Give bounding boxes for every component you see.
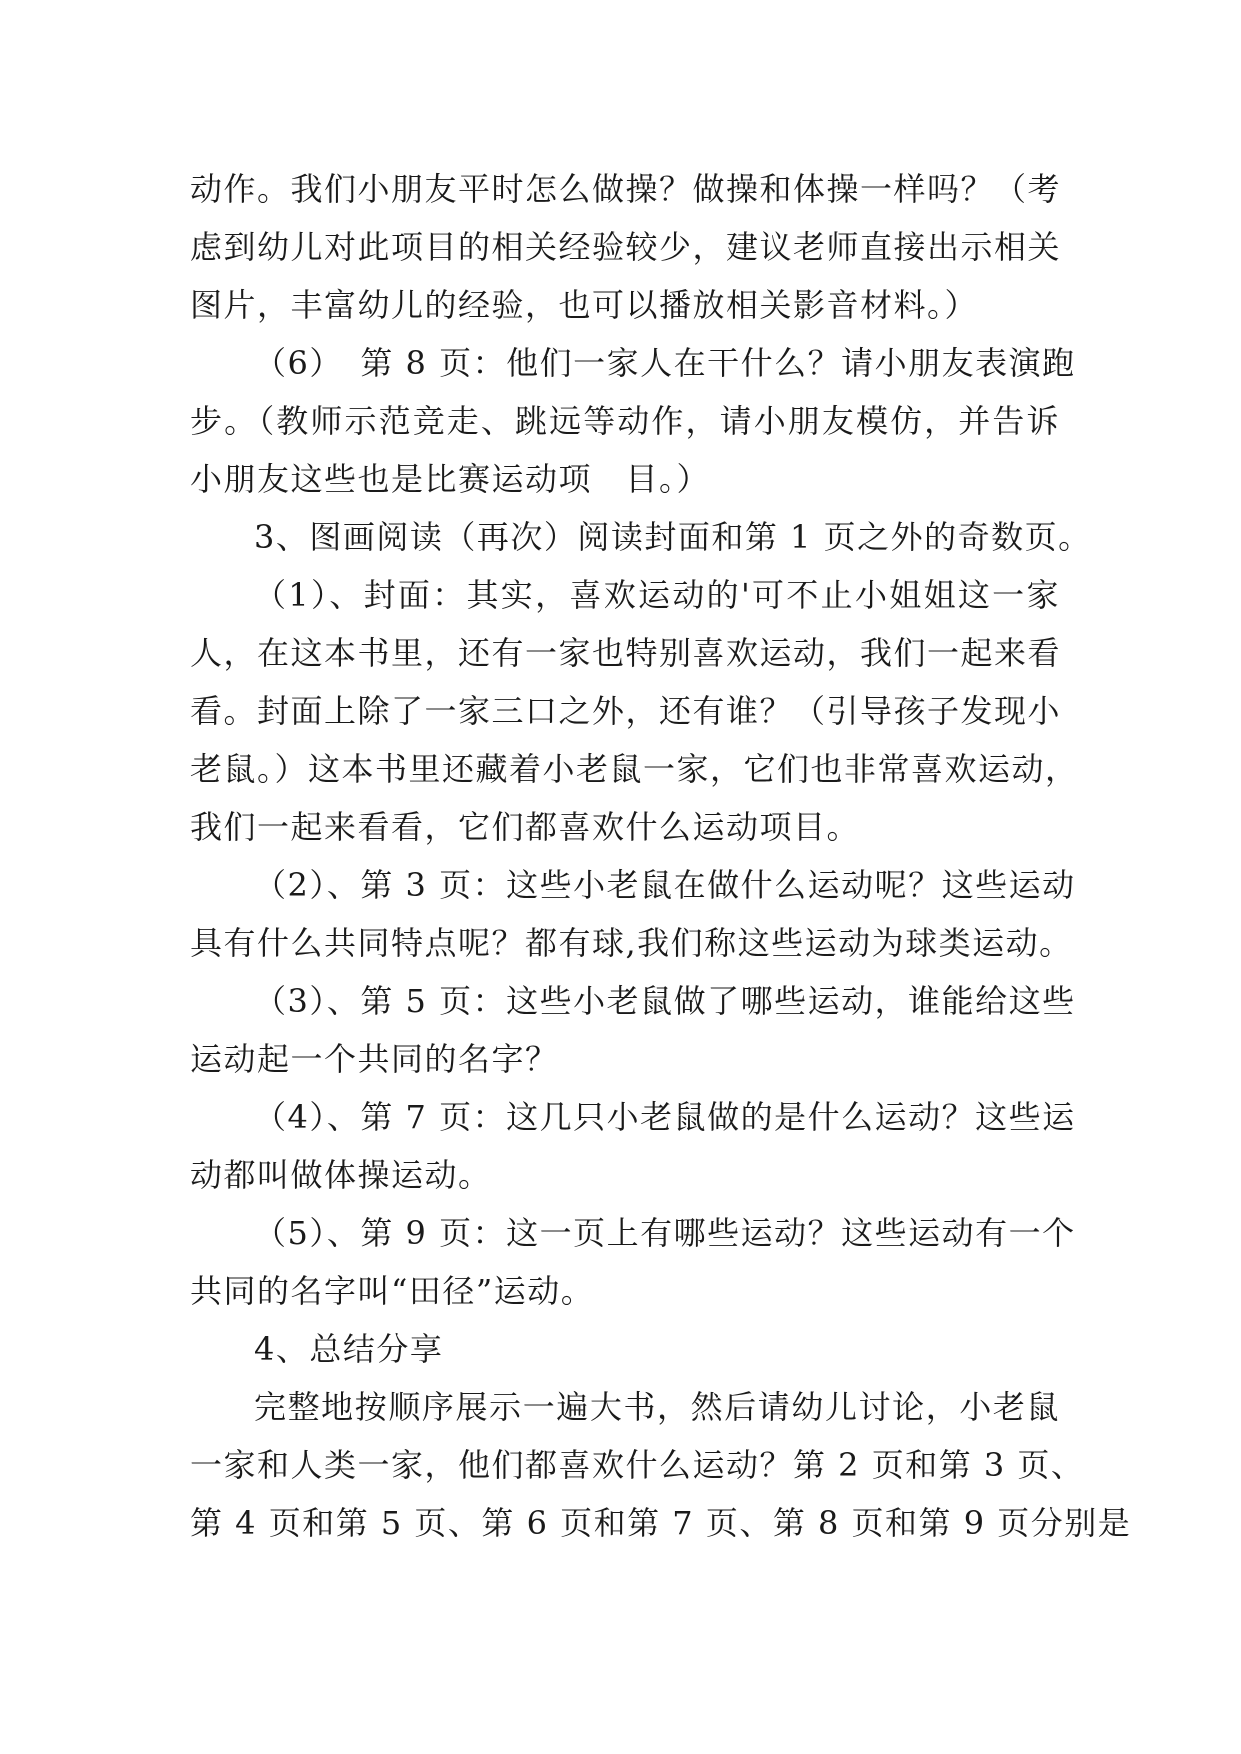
text-line: 步。（教师示范竞走、跳远等动作，请小朋友模仿，并告诉 xyxy=(190,402,1060,440)
text-line: 看。封面上除了一家三口之外，还有谁？（引导孩子发现小 xyxy=(190,692,1062,730)
body-text xyxy=(190,160,1132,1552)
text-line: （1）、封面：其实，喜欢运动的'可不止小姐姐这一家 xyxy=(254,576,1060,614)
text-line: 动作。我们小朋友平时怎么做操？做操和体操一样吗？（考 xyxy=(190,170,1062,208)
text-line: 虑到幼儿对此项目的相关经验较少，建议老师直接出示相关 xyxy=(190,228,1062,266)
text-line: 共同的名字叫“田径”运动。 xyxy=(190,1272,595,1310)
text-line: 3、图画阅读（再次）阅读封面和第 1 页之外的奇数页。 xyxy=(254,518,1092,556)
text-line: （3）、第 5 页：这些小老鼠做了哪些运动，谁能给这些 xyxy=(254,982,1076,1020)
text-line: 我们一起来看看，它们都喜欢什么运动项目。 xyxy=(190,808,861,846)
text-line: 人，在这本书里，还有一家也特别喜欢运动，我们一起来看 xyxy=(190,634,1062,672)
section-heading: 4、总结分享 xyxy=(254,1330,444,1368)
text-line: （6） 第 8 页：他们一家人在干什么？请小朋友表演跑 xyxy=(254,344,1076,382)
text-line: （5）、第 9 页：这一页上有哪些运动？这些运动有一个 xyxy=(254,1214,1076,1252)
text-line: 第 4 页和第 5 页、第 6 页和第 7 页、第 8 页和第 9 页分别是 xyxy=(190,1504,1132,1542)
text-line: 动都叫做体操运动。 xyxy=(190,1156,492,1194)
text-line: 小朋友这些也是比赛运动项 目。） xyxy=(190,460,711,498)
text-line: 完整地按顺序展示一遍大书，然后请幼儿讨论，小老鼠 xyxy=(254,1388,1060,1426)
text-line: 运动起一个共同的名字？ xyxy=(190,1040,559,1078)
text-line: （2）、第 3 页：这些小老鼠在做什么运动呢？这些运动 xyxy=(254,866,1076,904)
text-line: 老鼠。）这本书里还藏着小老鼠一家，它们也非常喜欢运动， xyxy=(190,750,1079,788)
text-line: 一家和人类一家，他们都喜欢什么运动？第 2 页和第 3 页、 xyxy=(190,1446,1085,1484)
text-line: （4）、第 7 页：这几只小老鼠做的是什么运动？这些运 xyxy=(254,1098,1076,1136)
text-line: 具有什么共同特点呢？都有球,我们称这些运动为球类运动。 xyxy=(190,924,1073,962)
text-line: 图片，丰富幼儿的经验，也可以播放相关影音材料。） xyxy=(190,286,979,324)
